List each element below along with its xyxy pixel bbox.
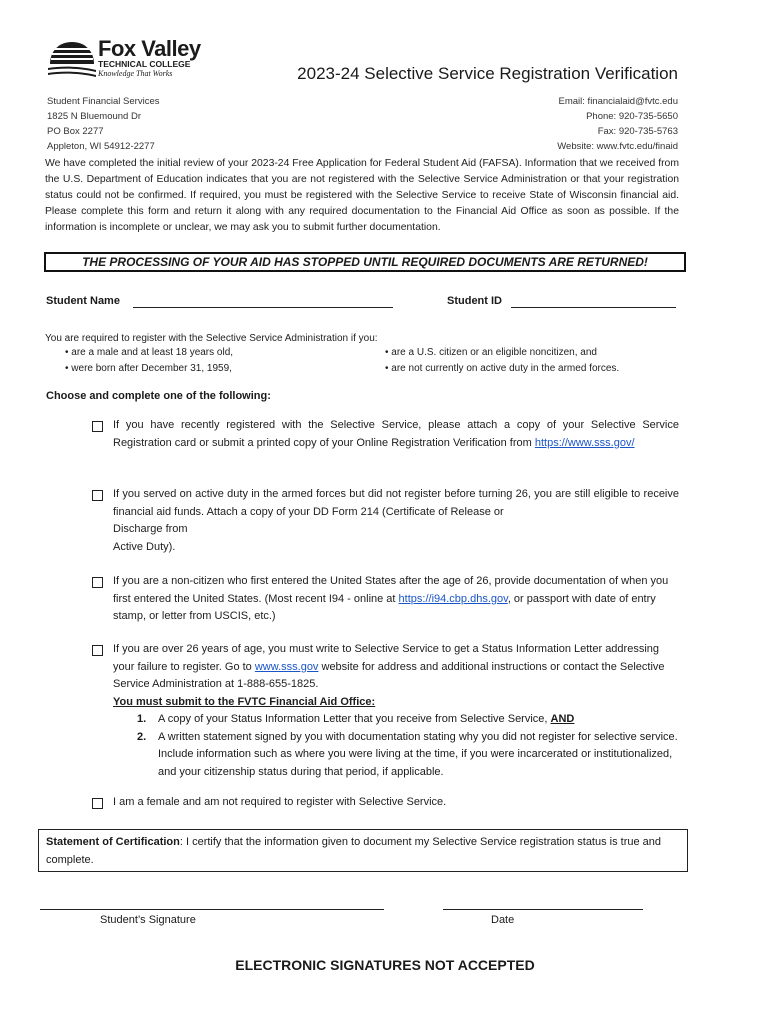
requirement-item: • were born after December 31, 1959, <box>65 363 232 374</box>
contact-website: Website: www.fvtc.edu/finaid <box>557 141 678 152</box>
requirement-item: • are not currently on active duty in the armed forces. <box>385 363 620 374</box>
sss-website-link[interactable]: www.sss.gov <box>254 660 319 673</box>
list-item <box>113 711 679 729</box>
choose-heading: Choose and complete one of the following: <box>46 390 271 402</box>
logo-mark-icon <box>48 40 96 80</box>
submit-instructions: You must submit to the FVTC Financial Aid Office: <box>113 695 376 708</box>
address-line: PO Box 2277 <box>47 126 104 137</box>
college-logo <box>48 38 208 84</box>
contact-fax: Fax: 920-735-5763 <box>597 126 678 137</box>
option-text: If you have recently registered with the Selective Service, please attach a copy of your Selective Service Registration card or submit a printed copy of your Online Registration Verification from <box>113 419 679 449</box>
list-number: 1. <box>137 713 147 725</box>
logo-name: Fox Valley <box>98 36 201 61</box>
option-text: , or passport with date of entry stamp, or letter from USCIS, etc.) <box>113 592 656 622</box>
date-field[interactable] <box>443 909 643 910</box>
option-non-citizen-checkbox[interactable] <box>92 577 103 588</box>
office-contact <box>557 94 678 154</box>
option-female-checkbox[interactable] <box>92 798 103 809</box>
address-line: Student Financial Services <box>47 96 160 107</box>
option-female: I am a female and am not required to register with Selective Service. <box>113 796 447 808</box>
option-active-duty-checkbox[interactable] <box>92 490 103 501</box>
option-non-citizen <box>113 573 679 626</box>
office-address <box>47 94 159 154</box>
electronic-signature-notice: ELECTRONIC SIGNATURES NOT ACCEPTED <box>235 957 535 973</box>
option-text: Active Duty). <box>113 540 176 553</box>
option-text: website for address and additional instructions or contact the Selective Service Administration at 1-888-655-1825. <box>113 660 665 690</box>
logo-tagline: Knowledge That Works <box>98 69 173 78</box>
certification-text: : I certify that the information given to document my Selective Service registration status is true and complete. <box>46 836 662 866</box>
option-text: If you are a non-citizen who first entered the United States after the age of 26, provide documentation of when you first entered the United States. (Most recent I94 - online at <box>113 575 669 605</box>
list-item <box>113 729 679 782</box>
list-emphasis: AND <box>550 713 575 725</box>
certification-box <box>38 829 688 872</box>
student-id-field[interactable] <box>511 307 676 308</box>
requirement-item: • are a U.S. citizen or an eligible noncitizen, and <box>385 347 597 358</box>
logo-subtitle: TECHNICAL COLLEGE <box>98 59 191 69</box>
student-signature-label: Student’s Signature <box>100 914 196 926</box>
contact-email: Email: financialaid@fvtc.edu <box>558 96 678 107</box>
list-number: 2. <box>137 730 147 743</box>
address-line: Appleton, WI 54912-2277 <box>47 141 155 152</box>
student-id-label: Student ID <box>447 295 502 307</box>
option-active-duty <box>113 486 679 556</box>
contact-phone: Phone: 920-735-5650 <box>586 111 678 122</box>
processing-stopped-banner: THE PROCESSING OF YOUR AID HAS STOPPED UNTIL REQUIRED DOCUMENTS ARE RETURNED! <box>44 252 686 272</box>
student-name-field[interactable] <box>133 307 393 308</box>
certification-label: Statement of Certification <box>46 836 180 848</box>
option-recently-registered-checkbox[interactable] <box>92 421 103 432</box>
i94-link[interactable]: https://i94.cbp.dhs.gov <box>398 592 508 605</box>
student-signature-field[interactable] <box>40 909 384 910</box>
option-over-26 <box>113 641 679 711</box>
option-text: Discharge from <box>113 523 188 535</box>
list-text: A written statement signed by you with documentation stating why you did not register for selective service. Include information such as where you were living at the time, if you were incarcerated or institutionalized, and your citizenship status during that period, if applicable. <box>158 730 678 778</box>
list-text: A copy of your Status Information Letter that you receive from Selective Service, <box>158 713 548 725</box>
option-text: If you served on active duty in the armed forces but did not register before turning 26, you are still eligible to receive financial aid funds. Attach a copy of your DD Form 214 (Certificate of Release or <box>113 488 679 518</box>
requirement-intro: You are required to register with the Selective Service Administration if you: <box>45 333 378 344</box>
intro-paragraph: We have completed the initial review of your 2023-24 Free Application for Federal Student Aid (FAFSA). Information that we received from the U.S. Department of Education indicates that you are not registered with the Selective Service Administration or that your registration status could not be confirmed. If required, you must be registered with the Selective Service to receive State of Wisconsin financial aid. Please complete this form and return it along with any required documentation to the Financial Aid Office as soon as possible. If the information is incomplete or unclear, we may ask you to submit further documentation. <box>45 158 679 233</box>
sss-link[interactable]: https://www.sss.gov/ <box>534 436 635 449</box>
required-documents-list <box>113 711 679 781</box>
address-line: 1825 N Bluemound Dr <box>47 111 141 122</box>
option-text: If you are over 26 years of age, you must write to Selective Service to get a Status Information Letter addressing your failure to register. Go to <box>113 643 660 673</box>
form-title: 2023-24 Selective Service Registration Verification <box>297 64 678 83</box>
option-recently-registered <box>113 417 679 452</box>
option-over-26-checkbox[interactable] <box>92 645 103 656</box>
student-name-label: Student Name <box>46 295 120 307</box>
requirement-item: • are a male and at least 18 years old, <box>65 347 234 358</box>
date-label: Date <box>491 914 515 926</box>
